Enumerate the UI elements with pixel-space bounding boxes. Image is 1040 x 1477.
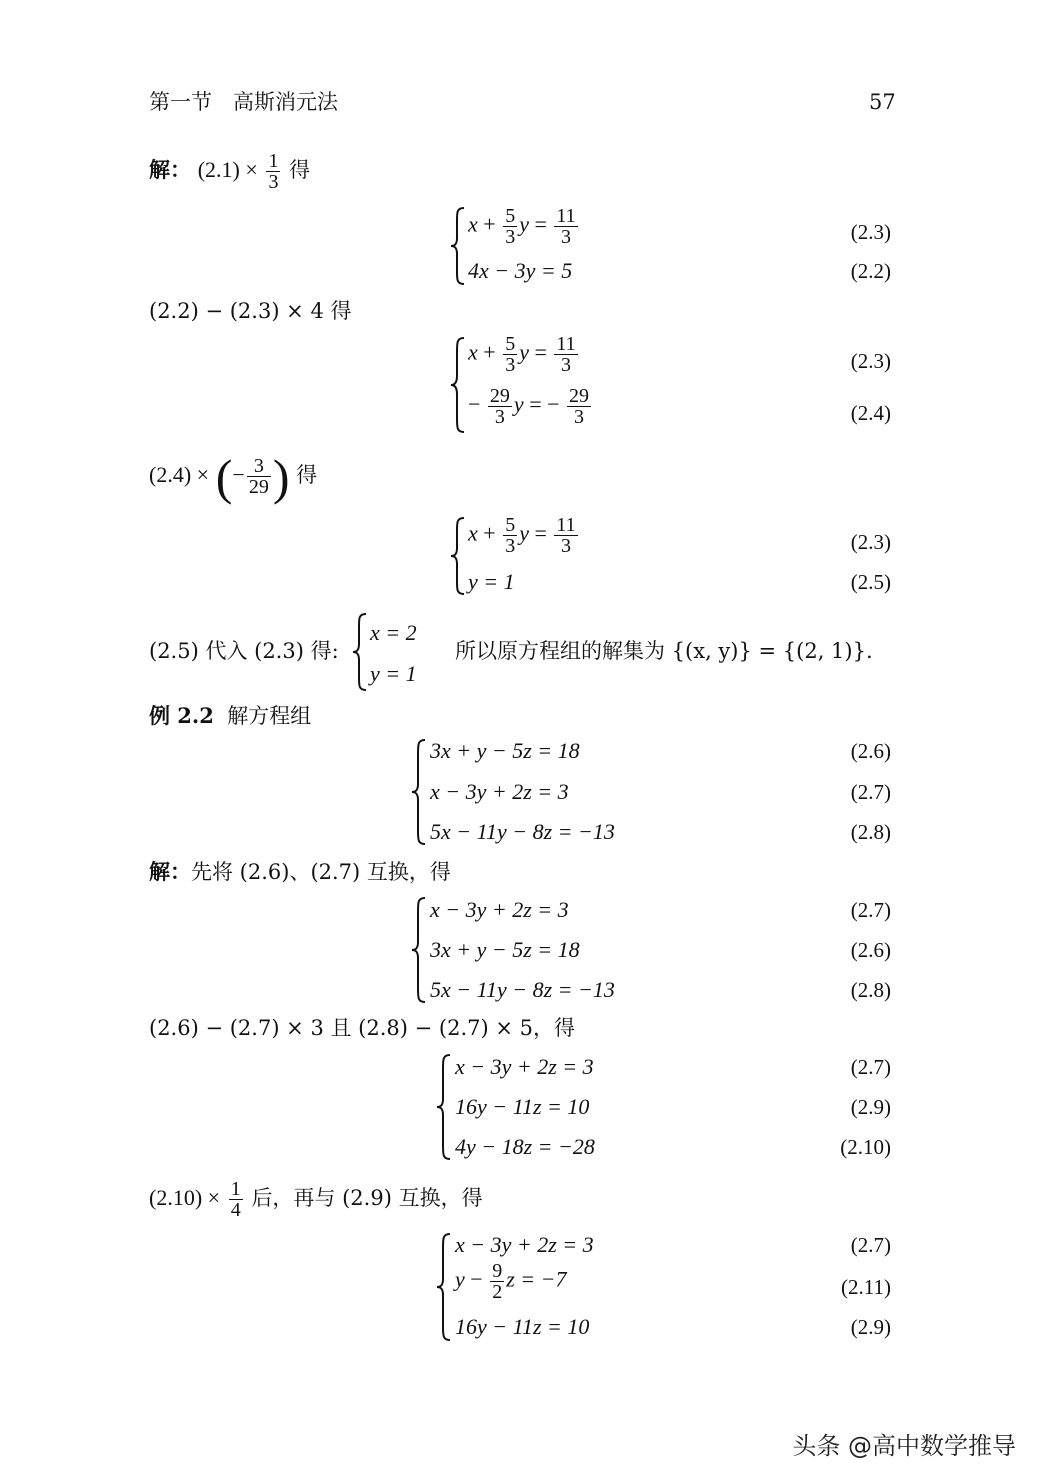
step6-line: (2.6) − (2.7) × 3 且 (2.8) − (2.7) × 5，得: [149, 1016, 575, 1040]
section-header: 第一节 高斯消元法: [149, 90, 338, 114]
eq-number: (2.4): [850, 401, 891, 425]
eq-number: (2.8): [850, 978, 891, 1002]
solution-x: x = 2: [370, 620, 417, 645]
brace-system-c: [450, 516, 466, 596]
eq-number: (2.7): [850, 1055, 891, 1079]
step1-line: [149, 146, 310, 194]
eq-number: (2.3): [850, 349, 891, 373]
eq-2-8: 5x − 11y − 8z = −13: [430, 819, 615, 844]
solution-y: y = 1: [370, 661, 417, 686]
eq-2-4: − $\frac{29}{3}$ y = − $\frac{29}{3}$: [468, 385, 590, 428]
eq-number: (2.9): [850, 1095, 891, 1119]
eq-2-6: 3x + y − 5z = 18: [430, 937, 580, 962]
eq-2-7: x − 3y + 2z = 3: [430, 779, 569, 804]
step7-line: (2.10) × $\frac{1}{4}$ 后，再与 (2.9) 互换，得: [149, 1178, 483, 1221]
eq-2-6: 3x + y − 5z = 18: [430, 738, 580, 763]
brace-system-a: [450, 206, 466, 286]
eq-number: (2.6): [850, 938, 891, 962]
eq-2-3-c: x + $\frac{5}{3}$ y = $\frac{11}{3}$: [468, 514, 576, 557]
brace-system-f: [436, 1053, 452, 1161]
eq-number: (2.8): [850, 820, 891, 844]
fraction-one-fourth: $\frac{1}{4}$: [230, 1178, 241, 1221]
eq-number: (2.5): [850, 570, 891, 594]
eq-number: (2.3): [850, 220, 891, 244]
brace-system-e: [411, 896, 427, 1004]
brace-system-b: [450, 336, 466, 434]
fraction-nine-half: $\frac{9}{2}$: [492, 1260, 503, 1303]
solution-label: 解：: [149, 157, 191, 182]
eq-2-7: x − 3y + 2z = 3: [455, 1054, 594, 1079]
step5-line: 解：先将 (2.6)、(2.7) 互换，得: [149, 859, 451, 884]
step2-line: (2.2) − (2.3) × 4 得: [149, 299, 352, 323]
eq-number: (2.11): [841, 1275, 891, 1299]
eq-2-11: y − $\frac{9}{2}$ z = −7: [455, 1260, 567, 1303]
eq-2-7: x − 3y + 2z = 3: [455, 1232, 594, 1257]
eq-2-3-a: x + $\frac{5}{3}$ y = $\frac{11}{3}$: [468, 205, 576, 248]
conclusion: 所以原方程组的解集为 {(x, y)} = {(2, 1)}.: [455, 639, 873, 663]
eq-number: (2.7): [850, 1233, 891, 1257]
eq-2-8: 5x − 11y − 8z = −13: [430, 977, 615, 1002]
brace-system-d: [411, 738, 427, 846]
fraction-eleven-third: $\frac{11}{3}$: [556, 205, 576, 248]
eq-number: (2.2): [850, 259, 891, 283]
eq-2-2: 4x − 3y = 5: [468, 258, 573, 283]
de-label: 得: [289, 158, 311, 182]
eq-number: (2.10): [840, 1135, 891, 1159]
fraction-29-third: $\frac{29}{3}$: [489, 385, 510, 428]
example-task: 解方程组: [227, 704, 312, 728]
brace-solution: [352, 612, 368, 692]
eq-2-5: y = 1: [468, 569, 515, 594]
fraction-one-third: $\frac{1}{3}$: [268, 150, 279, 193]
eq-number: (2.3): [850, 530, 891, 554]
eq-number: (2.6): [850, 739, 891, 763]
eq-2-9: 16y − 11z = 10: [455, 1314, 590, 1339]
eq-number: (2.9): [850, 1315, 891, 1339]
eq-number: (2.7): [850, 780, 891, 804]
eq-2-3-b: x + $\frac{5}{3}$ y = $\frac{11}{3}$: [468, 333, 576, 376]
eq-2-7: x − 3y + 2z = 3: [430, 897, 569, 922]
watermark: 头条 @高中数学推导: [792, 1432, 1016, 1460]
fraction-3-29: $\frac{3}{29}$: [248, 455, 269, 498]
step3-line: (2.4) × (− $\frac{3}{29}$ ) 得: [149, 448, 318, 505]
brace-system-g: [436, 1232, 452, 1342]
step4-prefix: (2.5) 代入 (2.3) 得:: [149, 639, 339, 663]
example-title: 例 2.2: [149, 703, 214, 728]
example-heading: [149, 702, 311, 730]
page-number: 57: [869, 90, 896, 114]
step1-prefix: (2.1) ×: [197, 157, 258, 182]
fraction-five-third: $\frac{5}{3}$: [505, 205, 516, 248]
eq-2-10: 4y − 18z = −28: [455, 1134, 595, 1159]
eq-2-9: 16y − 11z = 10: [455, 1094, 590, 1119]
eq-number: (2.7): [850, 898, 891, 922]
